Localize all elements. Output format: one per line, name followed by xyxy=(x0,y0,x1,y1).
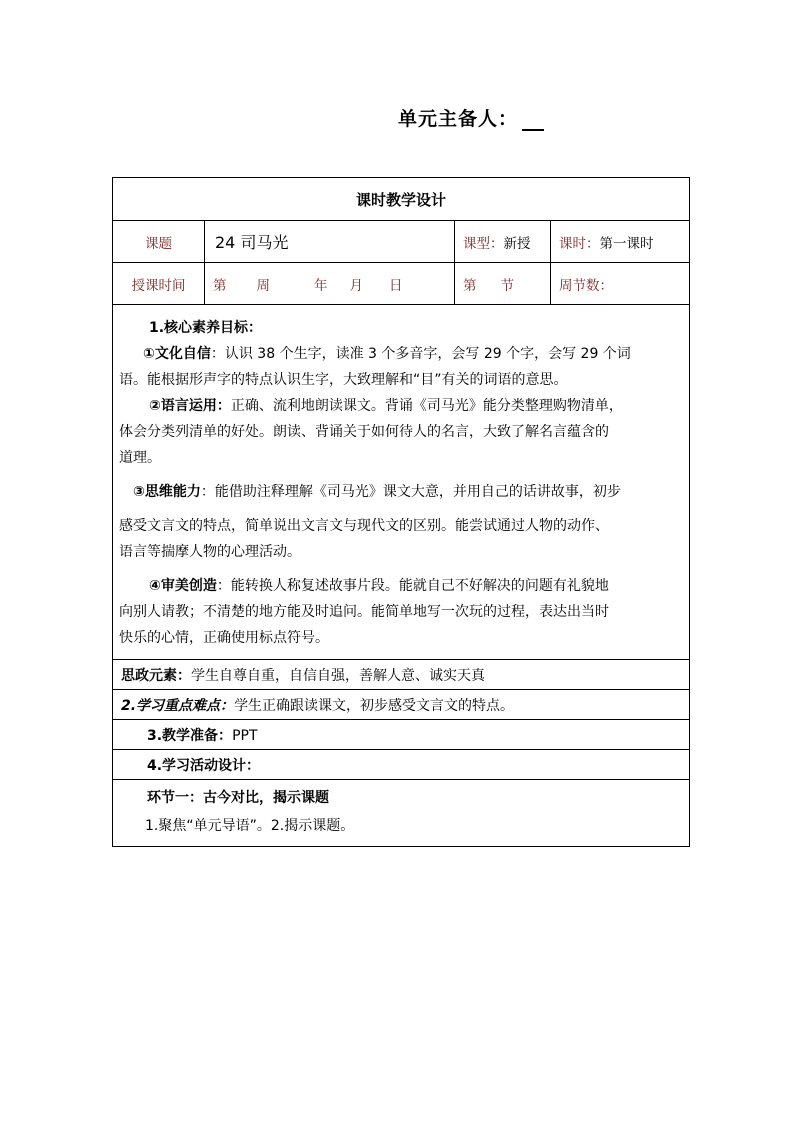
goal-3-cont-a: 感受文言文的特点，简单说出文言文与现代文的区别。能尝试通过人物的动作、 xyxy=(119,518,609,534)
time-row xyxy=(113,263,690,305)
goals-row xyxy=(113,305,690,660)
type-value: 新授 xyxy=(503,235,531,252)
period-label: 课时 xyxy=(559,235,586,252)
ideology-text: 学生自尊自重，自信自强，善解人意、诚实天真 xyxy=(191,667,485,684)
topic-label: 课题 xyxy=(113,221,205,263)
lesson-design-table xyxy=(112,177,690,847)
prep-row xyxy=(113,720,690,750)
section1-content: 1.聚焦“单元导语”。2.揭示课题。 xyxy=(145,818,355,834)
goal-4: ④审美创造：能转换人称复述故事片段。能就自己不好解决的问题有礼貌地 xyxy=(149,578,609,594)
key-points-cell xyxy=(113,690,690,720)
period-value: 第一课时 xyxy=(599,235,654,252)
ideology-cell xyxy=(113,660,690,690)
unit-preparer-heading xyxy=(398,104,544,131)
goal-2-cont-b: 道理。 xyxy=(119,450,161,466)
core-goals-cell xyxy=(113,305,690,660)
table-title: 课时教学设计 xyxy=(113,178,690,221)
session-cell xyxy=(455,263,551,305)
ideology-row xyxy=(113,660,690,690)
goal-3: ③思维能力：能借助注释理解《司马光》课文大意，并用自己的话讲故事，初步 xyxy=(133,484,621,500)
week-count-cell: 周节数： xyxy=(551,263,690,305)
topic-value: 24 司马光 xyxy=(205,221,455,263)
goal-4-cont-b: 快乐的心情，正确使用标点符号。 xyxy=(119,630,329,646)
goal-1: ①文化自信：认识 38 个生字，读准 3 个多音字，会写 29 个字，会写 29 个词 xyxy=(143,346,631,362)
prep-label: 3.教学准备： xyxy=(147,727,233,744)
type-cell: 课型：新授 xyxy=(455,221,551,263)
preparer-blank xyxy=(522,111,544,131)
prep-cell xyxy=(113,720,690,750)
day-label: 日 xyxy=(389,277,403,294)
activities-cell: 4.学习活动设计： xyxy=(113,750,690,780)
key-points-text: 学生正确跟读课文，初步感受文言文的特点。 xyxy=(234,697,515,714)
preparer-label: 单元主备人： xyxy=(398,108,519,130)
week-prefix: 第 xyxy=(213,277,227,294)
prep-text: PPT xyxy=(232,727,258,744)
type-label: 课型 xyxy=(463,235,490,252)
goals-heading: 1.核心素养目标： xyxy=(149,320,263,336)
ideology-label: 思政元素： xyxy=(121,667,191,684)
month-label: 月 xyxy=(349,277,363,294)
section1-title: 环节一：古今对比，揭示课题 xyxy=(147,790,329,806)
goal-2: ②语言运用：正确、流利地朗读课文。背诵《司马光》能分类整理购物清单， xyxy=(149,398,623,414)
activities-row xyxy=(113,750,690,780)
goal-1-cont: 语。能根据形声字的特点认识生字，大致理解和“目”有关的词语的意思。 xyxy=(119,372,568,388)
session-prefix: 第 xyxy=(463,277,477,294)
time-value xyxy=(205,263,455,305)
week-suffix: 周 xyxy=(256,277,270,294)
topic-row xyxy=(113,221,690,263)
section1-row xyxy=(113,780,690,847)
period-cell: 课时：第一课时 xyxy=(551,221,690,263)
time-label: 授课时间 xyxy=(113,263,205,305)
goal-2-cont-a: 体会分类列清单的好处。朗读、背诵关于如何待人的名言，大致了解名言蕴含的 xyxy=(119,424,609,440)
year-label: 年 xyxy=(314,277,328,294)
key-points-label: 2.学习重点难点： xyxy=(121,697,235,714)
goal-3-cont-b: 语言等揣摩人物的心理活动。 xyxy=(119,544,301,560)
section1-cell xyxy=(113,780,690,847)
key-points-row xyxy=(113,690,690,720)
goal-4-cont-a: 向别人请教；不清楚的地方能及时追问。能简单地写一次玩的过程，表达出当时 xyxy=(119,604,609,620)
session-suffix: 节 xyxy=(500,277,514,294)
